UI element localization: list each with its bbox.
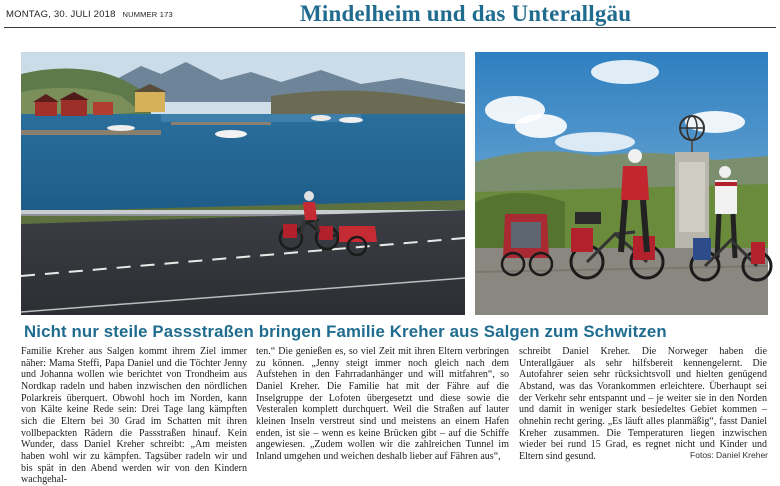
article-column-3 <box>519 346 767 463</box>
column-3-text: schreibt Daniel Kreher. Die Norweger haben die Unterallgäuer als sehr hilfsbereit kennengelernt. Die Autofahrer seien sehr rücksichtsvoll und hielten genügend Abstand, was das Vorankommen erleichtere. Überhaupt sei der Verkehr sehr entspannt und – je weiter sie in den Norden und damit in weniger stark besiedeltes Gebiet kommen – ohnehin recht gering. „Es läuft alles planmäßig“, fasst Daniel Kreher zusammen. Die Temperaturen liegen inzwischen wieder bei rund 15 Grad, es regnet nicht und Kinder und Eltern sind gesund. <box>519 346 767 462</box>
issue-number: NUMMER 173 <box>122 10 173 19</box>
header-rule <box>4 27 776 28</box>
issue-date: MONTAG, 30. JULI 2018 <box>6 9 116 20</box>
photo-polar-circle-family <box>475 52 768 315</box>
article-headline: Nicht nur steile Passstraßen bringen Familie Kreher aus Salgen zum Schwitzen <box>24 322 667 341</box>
column-1-text: Familie Kreher aus Salgen kommt ihrem Ziel immer näher: Mama Steffi, Papa Daniel und die Töchter Jenny und Johanna wollen wie berichtet von Trondheim aus Nordkap radeln und haben inzwischen den nördlichen Polarkreis überquert. Obwohl hoch im Norden, kann von Kälte keine Rede sein: Drei Tage lang kämpften sich die Eltern bei 30 Grad im Schatten mit ihren vollbepackten Rädern die Passstraßen hinauf. Kein Wunder, dass Daniel Kreher schreibt: „Am meisten haben wohl wir zu kämpfen. Tagsüber radeln wir und bis spät in den Abend werden wir von den Kindern wachgehal- <box>21 346 247 486</box>
photo-harbour-cyclist <box>21 52 465 315</box>
article-column-1 <box>21 346 247 486</box>
section-title: Mindelheim und das Unterallgäu <box>300 1 632 26</box>
top-bar <box>0 0 780 30</box>
photo-credit: Fotos: Daniel Kreher <box>686 450 768 460</box>
dateline <box>6 9 173 20</box>
column-2-text: ten.“ Die genießen es, so viel Zeit mit ihren Eltern verbringen zu können. „Jenny steigt immer noch gleich nach dem Aufstehen in den Fahrradanhänger und will mitfahren“, so Daniel Kreher. Die Familie hat mit der Fähre auf die Inselgruppe der Lofoten übergesetzt und diese sowie die Vesteralen komplett durchquert. Weil die Straßen auf lauter kleinen Inseln verstreut sind und meistens an einem Hafen enden, ist sie – wenn es keine Brücken gibt – auf die Schiffe angewiesen. „Zudem wollen wir die zahlreichen Tunnel im Inland umgehen und weichen deshalb lieber auf Fähren aus“, <box>256 346 509 462</box>
article-column-2 <box>256 346 509 463</box>
